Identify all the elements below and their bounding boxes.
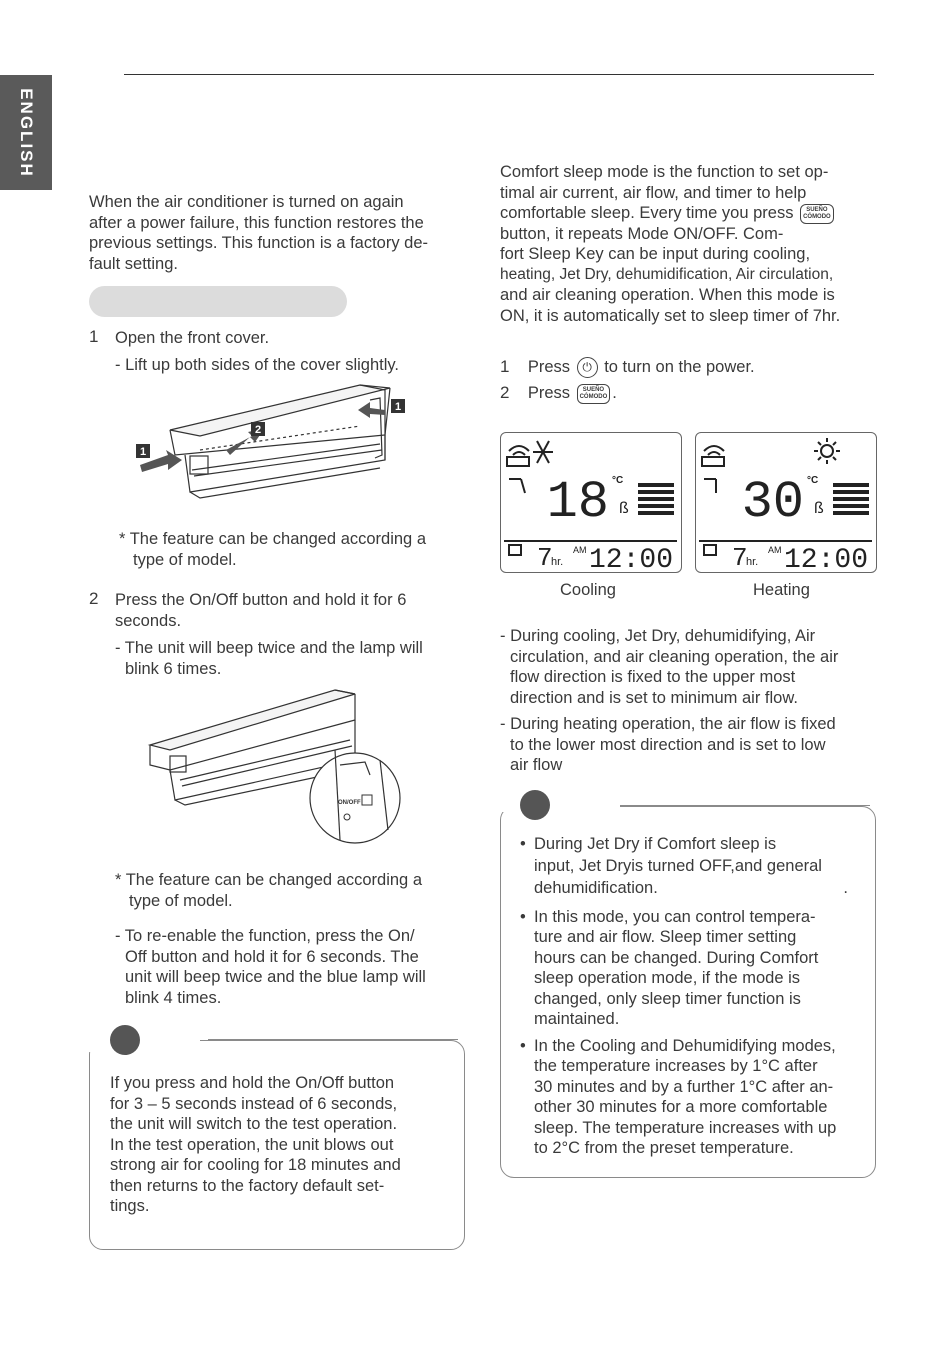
left-intro [89,192,469,274]
language-label: ENGLISH [17,87,36,178]
sleep-button-icon: SUEÑO CÓMODO [800,204,834,224]
right-intro: Comfort sleep mode is the function to set op- timal air current, air flow, and timer to help comfortable sleep. Every time you press SUEÑO CÓMODO button, it repeats Mode ON/OFF. Com- fort Sleep Key can be input during cooling, heating, Jet Dry, dehumidification, Air circulation, and air cleaning operation. When this mode is ON, it is automatically set to sleep timer of 7hr. [500,163,841,325]
intro-line: fault setting. [89,254,178,273]
lcd-unit: °C [807,475,819,486]
lcd-hr: hr. [746,556,759,568]
lcd-am: AM [768,545,782,555]
lcd-am: AM [573,545,587,555]
note-bullets: • During Jet Dry if Comfort sleep is input, Jet Dryis turned OFF,and general dehumidification. . • In this mode, you can control tempera- ture and air flow. Sleep timer setting hours can be changed. During Comfort sleep operation mode, if the mode is changed, only sleep timer function is maintained. • In the Cooling and Dehumidifying modes, the temperature increases by 1°C after 30 minutes and by a further 1°C after an- other 30 minutes for a more comfortable sleep. The temperature increases with up to 2°C from the preset temperature. [520,835,848,1157]
svg-text:ß: ß [814,500,824,517]
dash-bullets: - During cooling, Jet Dry, dehumidifying, Air circulation, and air cleaning operation, the air flow direction is fixed to the upper most direction and is set to minimum air flow. - During heating operation, the air flow is fixed to the lower most direction and is set to low air flow [500,627,839,774]
lcd-clock: 12:00 [784,545,869,572]
power-icon: ⏻ [577,357,598,378]
step-subtext: - Lift up both sides of the cover slightly. [115,356,400,374]
step-subtext: blink 6 times. [125,660,222,678]
note-text: If you press and hold the On/Off button for 3 – 5 seconds instead of 6 seconds, the unit will switch to the test operation. In the test operation, the unit blows out strong air for cooling for 18 minutes and then returns to the factory default set- tings. [110,1074,401,1215]
onoff-label: ON/OFF [338,800,361,806]
lcd-display-cooling [500,432,682,573]
open-cover-illustration [130,380,420,510]
lcd-timer: 7 [537,543,553,572]
lcd-hr: hr. [551,556,564,568]
lcd-temp: 18 [546,473,609,532]
intro-line: previous settings. This function is a factory de- [89,234,429,252]
step-title: Press the On/Off button and hold it for 6 [115,591,407,609]
note-icon [110,1025,140,1055]
lcd-clock: 12:00 [589,545,674,572]
footnote: type of model. [129,892,233,910]
intro-line: When the air conditioner is turned on again [89,193,404,211]
display-caption: Heating [753,581,810,599]
lcd-display-heating [695,432,877,573]
step-subtext: - The unit will beep twice and the lamp will [115,639,423,657]
header-rule [124,74,874,75]
step-number: 2 [89,589,99,608]
onoff-button-illustration [140,680,420,855]
callout-1-right: 1 [394,401,402,413]
section-heading-pill [89,286,347,317]
step-row: 1 Press ⏻ to turn on the power. [500,357,755,378]
step-number: 1 [89,327,99,346]
svg-text:ß: ß [619,500,629,517]
note-icon [520,790,550,820]
reenable-text: - To re-enable the function, press the On/ Off button and hold it for 6 seconds. The unit will beep twice and the blue lamp will blink 4 times. [115,927,426,1007]
callout-2: 2 [254,424,262,436]
step-title: Open the front cover. [115,329,270,347]
footnote: * The feature can be changed according a [115,871,422,889]
callout-1-left: 1 [139,446,147,458]
lcd-timer: 7 [732,543,748,572]
footnote: type of model. [133,551,237,569]
step-row: 2 Press SUEÑO CÓMODO . [500,383,617,402]
sleep-button-icon: SUEÑO CÓMODO [577,384,611,404]
lcd-unit: °C [612,475,624,486]
lcd-temp: 30 [741,473,804,532]
step-title: seconds. [115,612,182,630]
footnote: * The feature can be changed according a [119,530,426,548]
display-caption: Cooling [560,581,616,599]
language-tab [0,75,52,190]
intro-line: after a power failure, this function restores the [89,213,424,232]
